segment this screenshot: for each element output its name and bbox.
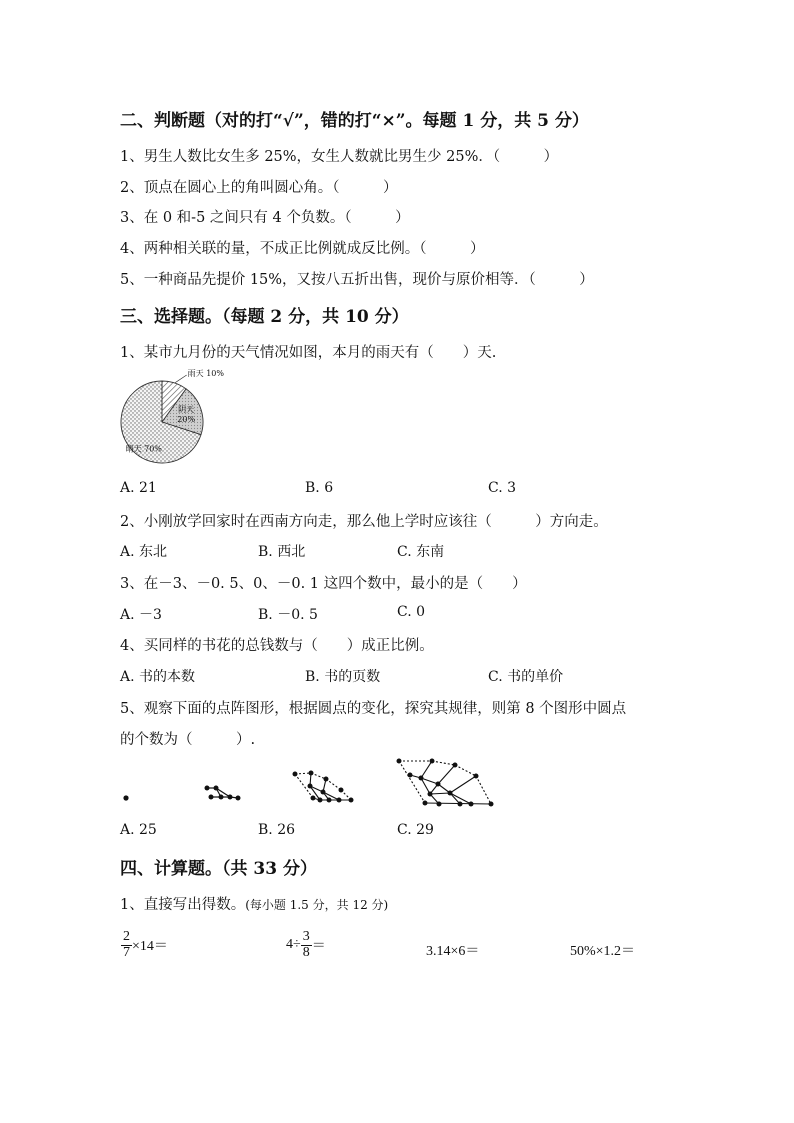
pie-label-rain: 雨天 10% [187,369,224,378]
calc-q1-heading [120,893,388,914]
choice-q4-option-b: B. 书的页数 [305,669,381,685]
dot-figure-4 [397,759,494,807]
choice-q1-option-a: A. 21 [120,480,157,496]
choice-q5-option-c: C. 29 [397,822,434,838]
pie-label-cloudy-name: 阴天 [178,405,195,415]
calc-expr-2: 4÷ $\frac{3}{8}$ ＝ [286,929,326,960]
pie-label-cloudy-value: 20% [177,415,196,425]
choice-q3-text: 3、在－3、－0. 5、0、－0. 1 这四个数中，最小的是（ ） [120,576,527,592]
dot-pattern-figures [110,752,510,814]
choice-q5-text-line1: 5、观察下面的点阵图形，根据圆点的变化，探究其规律，则第 8 个图形中圆点 [120,701,627,717]
choice-q2-text: 2、小刚放学回家时在西南方向走，那么他上学时应该往（ ）方向走。 [120,514,608,530]
judge-item-1: 1、男生人数比女生多 25%，女生人数就比男生少 25%．（ ） [120,149,559,165]
choice-q1-text: 1、某市九月份的天气情况如图，本月的雨天有（ ）天. [120,345,497,361]
calc-expr-2-fraction: $\frac{3}{8}$ [302,929,310,960]
section-4-title: 四、计算题。（共 33 分） [120,859,317,879]
judge-item-3: 3、在 0 和-5 之间只有 4 个负数。（ ） [120,210,410,226]
pie-label-leader-rain [175,375,187,383]
pie-label-sunny: 晴天 70% [125,444,162,454]
choice-q3-option-c: C. 0 [397,604,426,620]
dot-figure-2 [205,786,241,801]
calc-expr-1: $\frac{2}{7}$ ×14＝ [123,929,168,960]
dot-figure-1 [123,795,128,800]
choice-q2-option-b: B. 西北 [258,544,306,560]
dot-figure-3 [293,771,354,803]
choice-q4-option-c: C. 书的单价 [488,669,564,685]
calc-expr-4: 50%×1.2＝ [570,944,636,959]
choice-q2-option-c: C. 东南 [397,544,445,560]
section-2-title: 二、判断题（对的打“√”，错的打“×”。每题 1 分，共 5 分） [120,111,589,131]
choice-q1-option-b: B. 6 [305,480,334,496]
choice-q5-text-line2: 的个数为（ ）. [120,732,256,748]
calc-expr-1-fraction: $\frac{2}{7}$ [123,929,130,960]
judge-item-2: 2、顶点在圆心上的角叫圆心角。（ ） [120,180,398,196]
choice-q4-text: 4、买同样的书花的总钱数与（ ）成正比例。 [120,638,434,654]
calc-q1-text: 1、直接写出得数。 [120,897,246,913]
section-3-title: 三、选择题。（每题 2 分，共 10 分） [120,307,409,327]
judge-item-5: 5、一种商品先提价 15%，又按八五折出售，现价与原价相等．（ ） [120,272,594,288]
calc-expr-3: 3.14×6＝ [426,944,480,959]
choice-q3-option-a: A. －3 [120,607,162,623]
choice-q1-option-c: C. 3 [488,480,517,496]
choice-q4-option-a: A. 书的本数 [120,669,196,685]
choice-q5-option-a: A. 25 [120,822,157,838]
judge-item-4: 4、两种相关联的量，不成正比例就成反比例。（ ） [120,241,485,257]
calc-q1-note: (每小题 1.5 分，共 12 分) [245,898,389,912]
choice-q3-option-b: B. －0. 5 [258,607,318,623]
weather-pie-chart [112,364,242,474]
choice-q5-option-b: B. 26 [258,822,296,838]
choice-q2-option-a: A. 东北 [120,544,168,560]
